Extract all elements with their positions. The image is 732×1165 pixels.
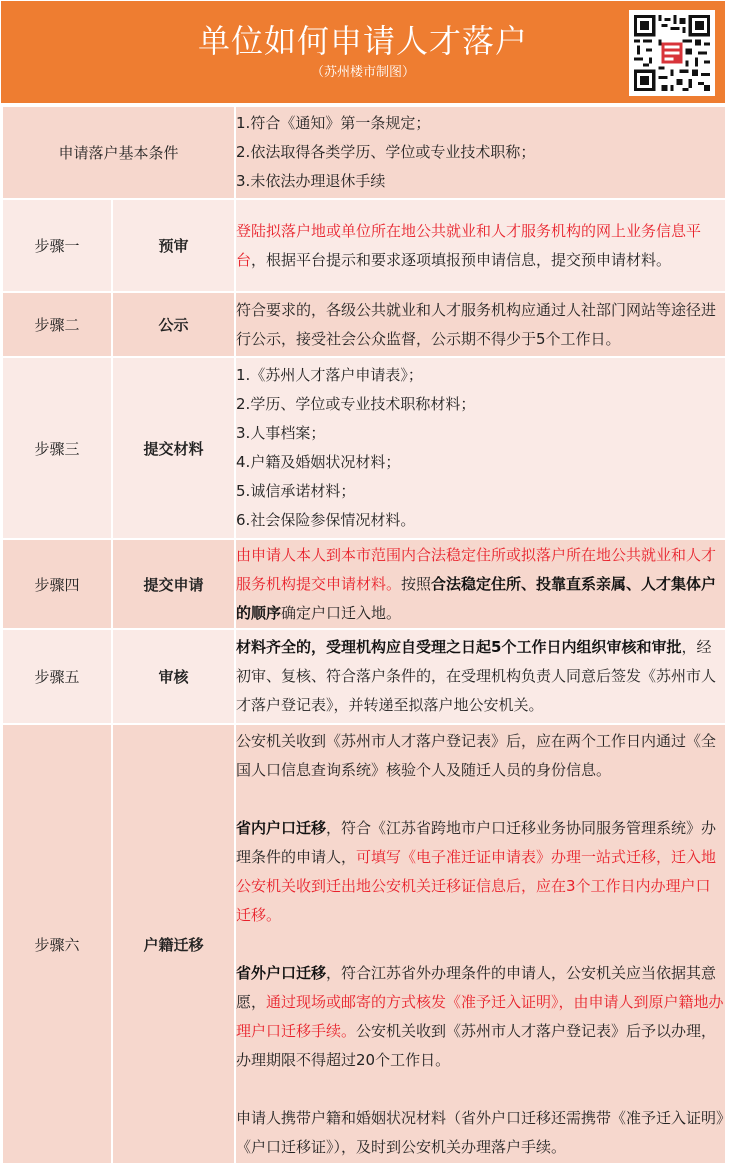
step-name: 提交材料 (112, 357, 235, 539)
step-name: 公示 (112, 292, 235, 357)
paragraph-final: 申请人携带户籍和婚姻状况材料（省外户口迁移还需携带《准予迁入证明》《户口迁移证》），及时到公安机关办理落户手续。 (236, 1108, 724, 1156)
step-row-1 (2, 199, 726, 292)
material-item: 6.社会保险参保情况材料。 (236, 511, 416, 529)
qr-code-icon (629, 10, 715, 96)
step-label: 步骤六 (2, 724, 112, 1164)
conditions-label: 申请落户基本条件 (2, 106, 235, 199)
step-row-4 (2, 539, 726, 629)
step-content (235, 357, 726, 539)
body-text: ，符合《江苏省跨地市户口迁移业务协同服务管理系统》办理条件的申请人， (236, 818, 717, 866)
step-row-3 (2, 357, 726, 539)
body-text: 按照 (401, 574, 432, 593)
highlight-text: 登陆拟落户地或单位所在地公共就业和人才服务机构的网上业务信息平台 (236, 221, 702, 269)
step-row-2 (2, 292, 726, 357)
page-title: 单位如何申请人才落户 (197, 22, 528, 60)
material-item: 3.人事档案； (236, 424, 326, 442)
highlight-text: 由申请人本人到本市范围内合法稳定住所或拟落户所在地公共就业和人才服务机构提交申请材料。 (236, 545, 717, 593)
bold-text: 材料齐全的，受理机构应自受理之日起5个工作日内组织审核和审批 (236, 638, 682, 656)
paragraph-in-province (236, 814, 725, 930)
condition-item: 1.符合《通知》第一条规定； (236, 114, 431, 132)
body-text: ，经初审、复核、符合落户条件的，在受理机构负责人同意后签发《苏州市人才落户登记表》，并转递至拟落户地公安机关。 (236, 638, 717, 714)
condition-item: 3.未依法办理退休手续 (236, 172, 386, 190)
header-banner (1, 0, 725, 103)
highlight-text: 通过现场或邮寄的方式核发《准予迁入证明》，由申请人到原户籍地办理户口迁移手续。 (236, 992, 724, 1040)
conditions-row (2, 106, 726, 199)
body-text: ，根据平台提示和要求逐项填报预申请信息，提交预申请材料。 (251, 250, 672, 269)
bold-text: 合法稳定住所、投靠直系亲属、人才集体户的顺序 (236, 574, 717, 622)
step-name: 户籍迁移 (112, 724, 235, 1164)
step-row-6 (2, 724, 726, 1164)
step-name: 预审 (112, 199, 235, 292)
material-item: 2.学历、学位或专业技术职称材料； (236, 395, 476, 413)
step-label: 步骤五 (2, 629, 112, 724)
step-label: 步骤一 (2, 199, 112, 292)
material-item: 4.户籍及婚姻状况材料； (236, 453, 401, 471)
body-text: 公安机关收到《苏州市人才落户登记表》后予以办理，办理期限不得超过20个工作日。 (236, 1021, 717, 1069)
step-row-5 (2, 629, 726, 724)
bold-text: 省内户口迁移 (236, 818, 327, 837)
bold-text: 省外户口迁移 (236, 963, 327, 982)
condition-item: 2.依法取得各类学历、学位或专业技术职称； (236, 143, 536, 161)
step-label: 步骤三 (2, 357, 112, 539)
step-label: 步骤二 (2, 292, 112, 357)
step-name: 审核 (112, 629, 235, 724)
paragraph-out-of-province (236, 959, 725, 1075)
page-subtitle: （苏州楼市制图） (310, 65, 415, 80)
conditions-content (235, 106, 726, 199)
material-item: 1.《苏州人才落户申请表》； (236, 366, 423, 384)
body-text: 确定户口迁入地。 (281, 603, 402, 622)
body-text: ，符合江苏省外办理条件的申请人，公安机关应当依据其意愿， (236, 963, 717, 1011)
step-content (235, 629, 726, 724)
step-content (235, 539, 726, 629)
document-page (1, 0, 725, 1165)
highlight-text: 可填写《电子准迁证申请表》办理一站式迁移，迁入地公安机关收到迁出地公安机关迁移证信息后，应在3个工作日内办理户口迁移。 (236, 847, 717, 924)
paragraph-verification: 公安机关收到《苏州市人才落户登记表》后，应在两个工作日内通过《全国人口信息查询系统》核验个人及随迁人员的身份信息。 (236, 731, 717, 779)
step-content (235, 199, 726, 292)
body-text: 符合要求的，各级公共就业和人才服务机构应通过人社部门网站等途径进行公示，接受社会公众监督，公示期不得少于5个工作日。 (236, 300, 717, 348)
step-content (235, 724, 726, 1164)
step-content (235, 292, 726, 357)
material-item: 5.诚信承诺材料； (236, 482, 356, 500)
step-label: 步骤四 (2, 539, 112, 629)
step-name: 提交申请 (112, 539, 235, 629)
procedure-table (1, 105, 727, 1165)
